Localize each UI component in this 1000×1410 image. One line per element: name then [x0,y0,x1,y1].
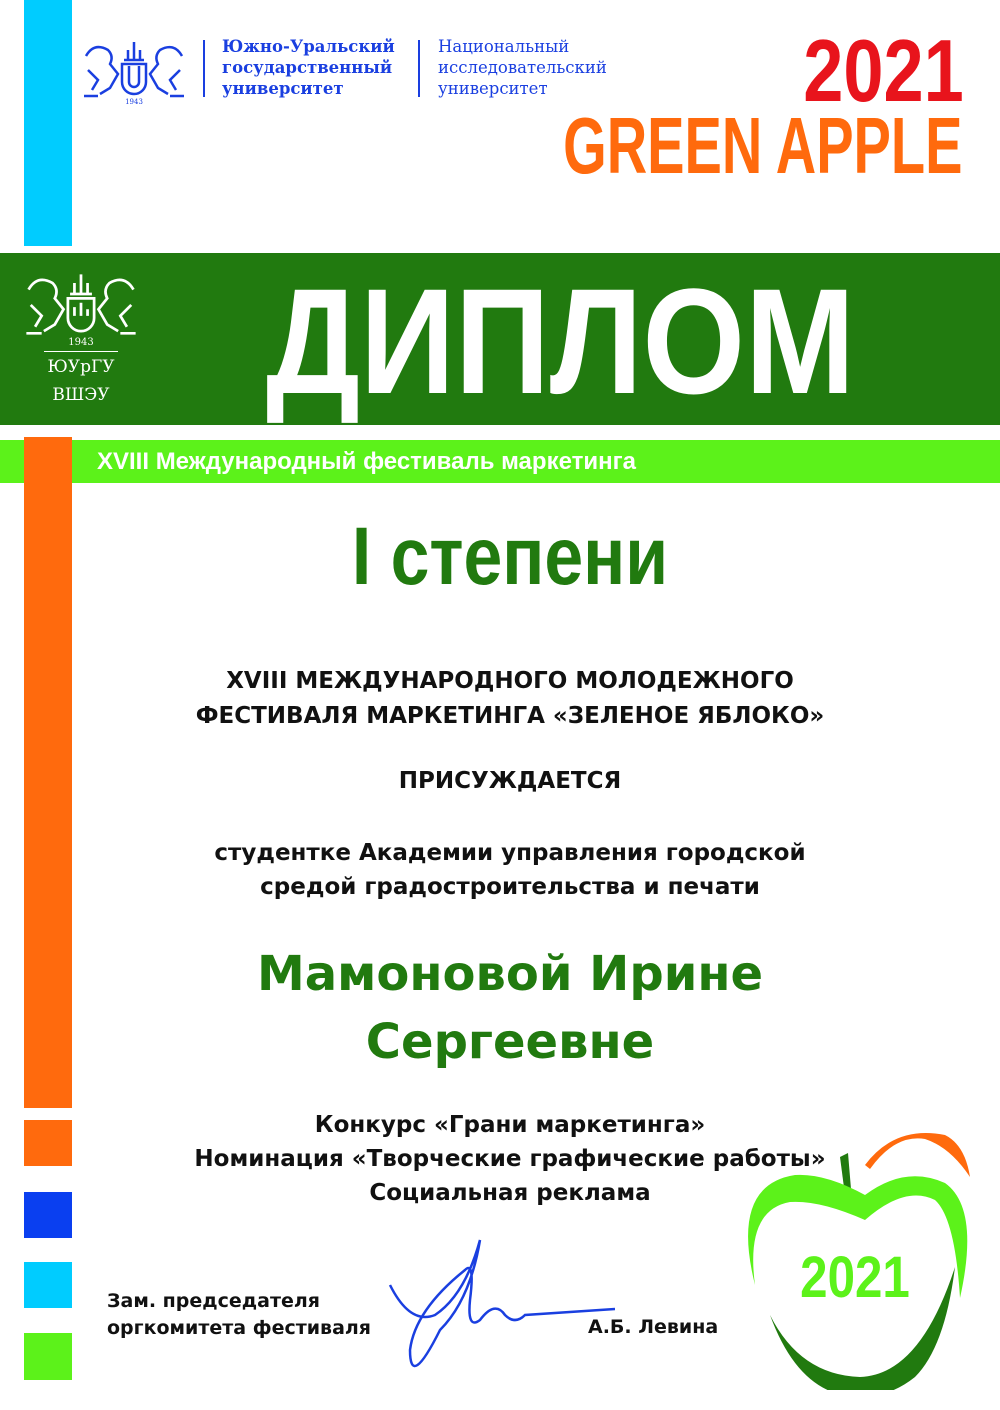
university-name-line: университет [222,79,344,98]
recipient-description [100,836,920,904]
apple-year: 2021 [800,1245,910,1310]
faculty-logo-year: 1943 [68,337,94,348]
university-status-line: университет [438,79,548,98]
festival-full-name-line: XVIII МЕЖДУНАРОДНОГО МОЛОДЕЖНОГО [226,668,794,694]
divider [203,40,205,97]
nomination: Номинация «Творческие графические работы» [194,1146,826,1172]
signatory-position-line: Зам. председателя [107,1290,320,1312]
recipient-name-line: Мамоновой Ирине [256,946,764,1002]
contest-name: Конкурс «Грани маркетинга» [314,1112,706,1138]
recipient-description-line: студентке Академии управления городской [214,840,806,866]
recipient-name [100,940,920,1076]
university-name-line: государственный [222,58,393,77]
diploma-title: ДИПЛОМ [266,257,856,425]
logo-year: 1943 [125,98,143,106]
cyan-stripe-top [24,0,72,246]
festival-subbanner-text: XVIII Международный фестиваль маркетинга [97,448,636,475]
university-emblem-icon [80,36,188,106]
faculty-logo-text: ВШЭУ [52,385,110,405]
university-status [438,36,607,99]
orange-square [24,1120,72,1166]
title-banner [0,253,1000,425]
degree: I степени [351,511,669,602]
faculty-logo-text: ЮУрГУ [47,357,115,377]
awarded-label: ПРИСУЖДАЕТСЯ [398,768,622,794]
university-name [222,36,395,99]
university-name-line: Южно-Уральский [222,37,395,56]
university-status-line: исследовательский [438,58,607,77]
orange-stripe-overlay [24,437,72,487]
signature [385,1235,615,1395]
festival-name: GREEN APPLE [562,101,962,190]
lime-square [24,1333,72,1380]
recipient-name-line: Сергеевне [365,1014,655,1070]
faculty-emblem-icon [22,267,140,345]
festival-full-name [100,664,920,734]
orange-stripe [24,437,72,1108]
signatory-position [107,1288,371,1342]
divider [418,40,420,97]
recipient-description-line: средой градостроительства и печати [260,874,760,900]
category: Социальная реклама [369,1180,651,1206]
festival-year: 2021 [803,21,964,120]
contest-info [100,1108,920,1210]
signatory-position-line: оргкомитета фестиваля [107,1317,372,1339]
divider [44,351,118,352]
festival-full-name-line: ФЕСТИВАЛЯ МАРКЕТИНГА «ЗЕЛЕНОЕ ЯБЛОКО» [195,703,825,729]
blue-square [24,1192,72,1238]
university-status-line: Национальный [438,37,570,56]
signatory-name: А.Б. Левина [588,1316,719,1338]
cyan-square [24,1262,72,1308]
